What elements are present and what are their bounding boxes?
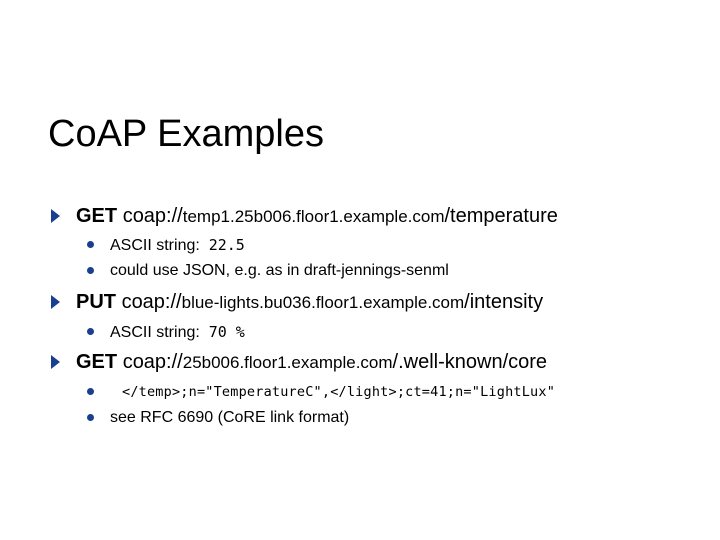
dot-icon (87, 414, 94, 421)
slide-title: CoAP Examples (48, 113, 324, 155)
method-label: GET (76, 351, 118, 373)
sub-item-label: ASCII string: (110, 237, 200, 254)
triangle-right-icon (51, 209, 60, 223)
sub-item-label: ASCII string: (110, 324, 200, 341)
triangle-right-icon (51, 355, 60, 369)
uri-scheme: coap:// (121, 291, 182, 313)
dot-icon (87, 388, 94, 395)
uri-scheme: coap:// (122, 351, 183, 373)
request-line (76, 204, 558, 229)
uri-path: /temperature (444, 205, 558, 227)
dot-icon (87, 267, 94, 274)
uri-host: 25b006.floor1.example.com (182, 353, 393, 372)
request-line (76, 290, 543, 315)
uri-host: blue-lights.bu036.floor1.example.com (181, 293, 465, 312)
triangle-right-icon (51, 295, 60, 309)
sub-item-text (110, 235, 245, 256)
code-value: 70 % (208, 323, 245, 341)
sub-item-text (122, 382, 555, 402)
code-value: </temp>;n="TemperatureC",</light>;ct=41;n="LightLux" (122, 384, 556, 400)
method-label: GET (76, 205, 118, 227)
uri-scheme: coap:// (122, 205, 183, 227)
sub-item-text: see RFC 6690 (CoRE link format) (110, 409, 350, 426)
uri-host: temp1.25b006.floor1.example.com (182, 207, 445, 226)
sub-item-text (110, 322, 245, 343)
dot-icon (87, 241, 94, 248)
uri-path: /.well-known/core (392, 351, 548, 373)
dot-icon (87, 328, 94, 335)
request-line (76, 350, 547, 375)
method-label: PUT (76, 291, 116, 313)
sub-item-text: could use JSON, e.g. as in draft-jennings-senml (110, 262, 449, 279)
code-value: 22.5 (208, 236, 245, 254)
uri-path: /intensity (464, 291, 544, 313)
